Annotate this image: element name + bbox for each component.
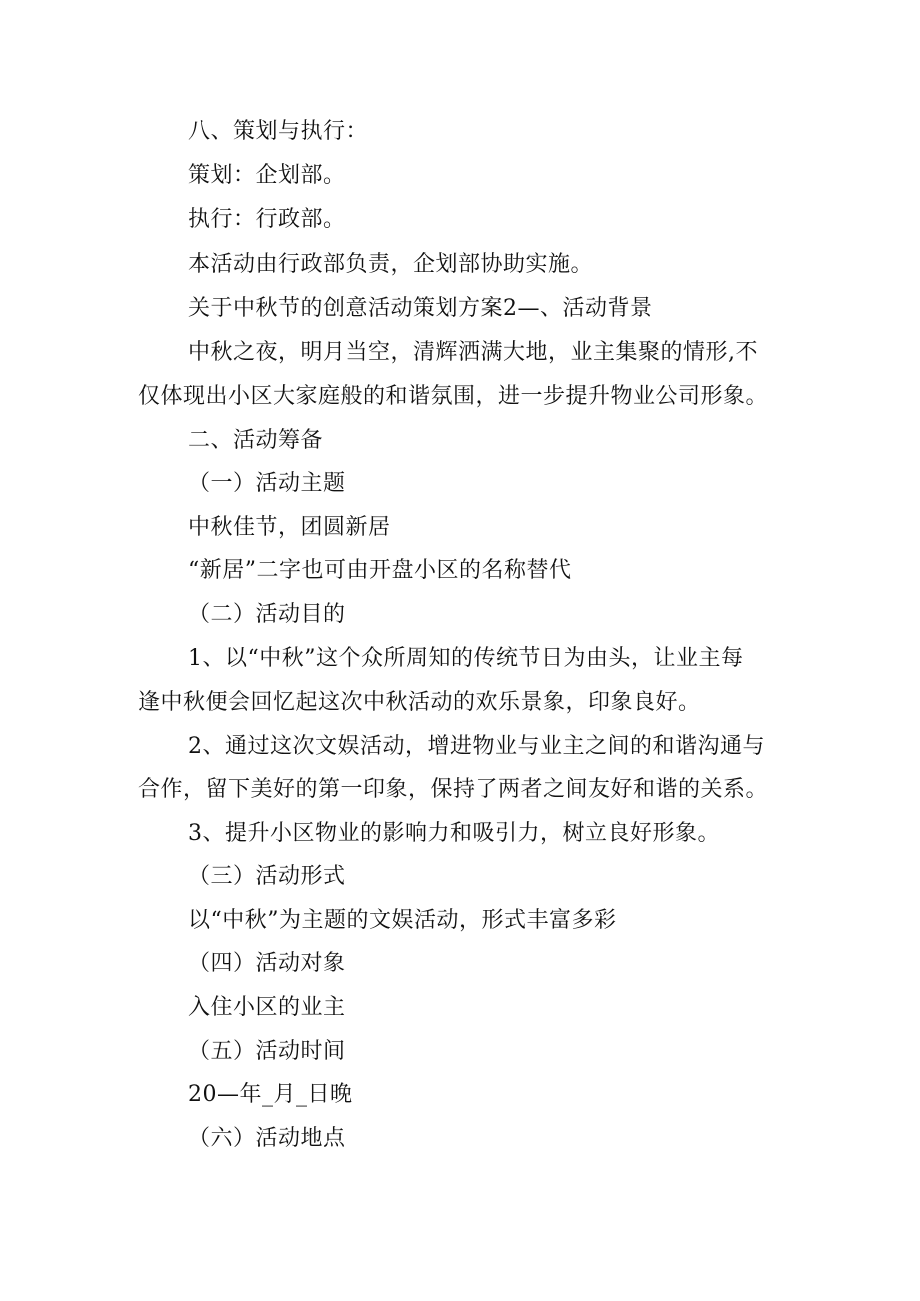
subheading-format: （三）活动形式: [188, 864, 346, 889]
purpose-2-line-2: 合作，留下美好的第一印象，保持了两者之间友好和谐的关系。: [138, 777, 769, 802]
purpose-3: 3、提升小区物业的影响力和吸引力，树立良好形象。: [188, 821, 720, 846]
purpose-1-line-2: 逢中秋便会回忆起这次中秋活动的欢乐景象，印象良好。: [138, 690, 701, 715]
subheading-audience: （四）活动对象: [188, 951, 346, 976]
purpose-1-line-1: 1、以“中秋”这个众所周知的传统节日为由头，让业主每: [188, 646, 744, 671]
background-paragraph-line-2: 仅体现出小区大家庭般的和谐氛围，进一步提升物业公司形象。: [138, 384, 769, 409]
execution-line: 执行：行政部。: [188, 207, 346, 232]
time-text: 20—年_月_日晚: [188, 1082, 353, 1107]
responsibility-line: 本活动由行政部负责，企划部协助实施。: [188, 252, 594, 277]
subheading-location: （六）活动地点: [188, 1126, 346, 1151]
plan-title-background-heading: 关于中秋节的创意活动策划方案2—、活动背景: [188, 296, 653, 321]
audience-text: 入住小区的业主: [188, 995, 346, 1020]
purpose-2-line-1: 2、通过这次文娱活动，增进物业与业主之间的和谐沟通与: [188, 734, 765, 759]
format-text: 以“中秋”为主题的文娱活动，形式丰富多彩: [188, 908, 617, 933]
subheading-time: （五）活动时间: [188, 1039, 346, 1064]
subheading-theme: （一）活动主题: [188, 471, 346, 496]
section-heading-preparation: 二、活动筹备: [188, 428, 324, 453]
theme-text: 中秋佳节，团圆新居: [188, 515, 391, 540]
background-paragraph-line-1: 中秋之夜，明月当空，清辉洒满大地，业主集聚的情形,不: [188, 340, 758, 365]
subheading-purpose: （二）活动目的: [188, 602, 346, 627]
section-heading-planning-execution: 八、策划与执行：: [188, 119, 369, 144]
planning-line: 策划：企划部。: [188, 163, 346, 188]
theme-note: “新居”二字也可由开盘小区的名称替代: [188, 558, 572, 583]
